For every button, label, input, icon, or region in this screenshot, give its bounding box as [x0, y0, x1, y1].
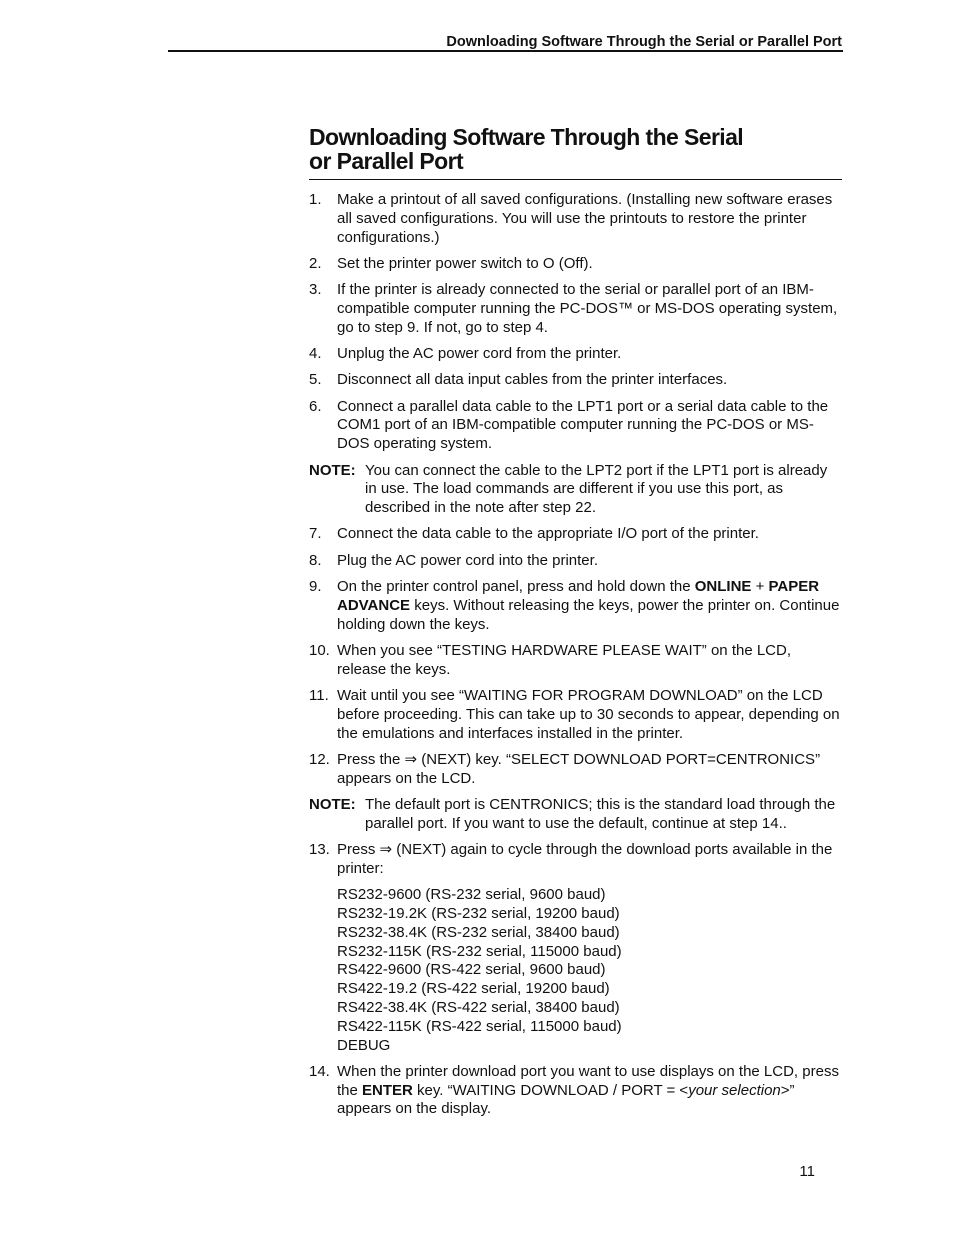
- note-lpt2: [309, 462, 843, 518]
- step-text-post: keys. Without releasing the keys, power the printer on. Continue holding down the keys.: [337, 596, 840, 633]
- step-8: [309, 552, 843, 571]
- step-13: [309, 841, 843, 879]
- port-option: DEBUG: [337, 1036, 391, 1054]
- step-number: 2.: [309, 254, 322, 272]
- running-header: Downloading Software Through the Serial or Parallel Port: [446, 34, 842, 50]
- section-title-line-2: or Parallel Port: [309, 148, 464, 174]
- header-rule: [168, 50, 843, 52]
- port-option: RS422-19.2 (RS-422 serial, 19200 baud): [337, 980, 610, 998]
- step-number: 3.: [309, 281, 322, 299]
- step-text: Wait until you see “WAITING FOR PROGRAM DOWNLOAD” on the LCD before proceeding. This can take up to 30 seconds to appear, depending on the emulations and interfaces installed in the printer.: [337, 687, 840, 742]
- step-text-mid: key. “WAITING DOWNLOAD / PORT = <: [412, 1081, 689, 1099]
- step-7: [309, 525, 843, 544]
- step-11: [309, 687, 843, 743]
- step-text: When you see “TESTING HARDWARE PLEASE WAIT” on the LCD, release the keys.: [337, 641, 792, 678]
- step-number: 11.: [309, 687, 329, 705]
- step-text: Disconnect all data input cables from the printer interfaces.: [337, 371, 728, 389]
- step-number: 8.: [309, 551, 322, 569]
- note-text: You can connect the cable to the LPT2 port if the LPT1 port is already in use. The load commands are different if you use this port, as described in the note after step 22.: [365, 461, 828, 517]
- step-text: Press ⇒ (NEXT) again to cycle through the download ports available in the printer:: [337, 841, 833, 877]
- step-text-plus: +: [751, 578, 769, 596]
- note-label: NOTE:: [309, 461, 356, 479]
- step-14: [309, 1063, 843, 1119]
- port-option: RS232-115K (RS-232 serial, 115000 baud): [337, 942, 622, 960]
- step-text: Unplug the AC power cord from the printer.: [337, 345, 622, 363]
- step-6: [309, 398, 843, 454]
- title-rule: [309, 179, 842, 180]
- step-number: 13.: [309, 841, 330, 859]
- step-text: Plug the AC power cord into the printer.: [337, 551, 598, 569]
- step-number: 4.: [309, 345, 322, 363]
- step-number: 6.: [309, 397, 322, 415]
- download-port-list: [309, 886, 843, 1055]
- step-4: [309, 345, 843, 364]
- key-paper-advance: PAPER ADVANCE: [337, 578, 820, 614]
- note-text: The default port is CENTRONICS; this is the standard load through the parallel port. If you want to use the default, continue at step 14..: [365, 796, 836, 832]
- port-option: RS422-38.4K (RS-422 serial, 38400 baud): [337, 998, 620, 1016]
- step-1: [309, 191, 843, 247]
- step-text: Connect the data cable to the appropriate I/O port of the printer.: [337, 525, 759, 543]
- step-text: Press the ⇒ (NEXT) key. “SELECT DOWNLOAD PORT=CENTRONICS” appears on the LCD.: [337, 750, 821, 787]
- note-default-port: [309, 796, 843, 834]
- step-10: [309, 642, 843, 680]
- port-option: RS232-9600 (RS-232 serial, 9600 baud): [337, 886, 606, 904]
- step-number: 1.: [309, 191, 322, 208]
- port-option: RS232-19.2K (RS-232 serial, 19200 baud): [337, 905, 620, 922]
- step-text-pre: When the printer download port you want to use displays on the LCD, press the: [337, 1062, 839, 1099]
- placeholder-your-selection: your selection: [688, 1081, 781, 1099]
- port-option: RS422-9600 (RS-422 serial, 9600 baud): [337, 961, 606, 979]
- note-label: NOTE:: [309, 796, 356, 814]
- step-12: [309, 751, 843, 789]
- step-text: If the printer is already connected to the serial or parallel port of an IBM-compatible computer running the PC-DOS™ or MS-DOS operating system, go to step 9. If not, go to step 4.: [337, 281, 838, 336]
- step-text: Set the printer power switch to O (Off).: [337, 254, 593, 272]
- step-3: [309, 281, 843, 337]
- section-title-line-1: Downloading Software Through the Serial: [309, 124, 744, 150]
- step-9: [309, 578, 843, 634]
- section-title: [309, 125, 842, 173]
- step-text-pre: On the printer control panel, press and hold down the: [337, 578, 695, 596]
- port-option: RS232-38.4K (RS-232 serial, 38400 baud): [337, 923, 620, 941]
- step-5: [309, 371, 843, 390]
- step-text: Make a printout of all saved configurations. (Installing new software erases all saved configurations. You will use the printouts to restore the printer configurations.): [337, 191, 833, 246]
- step-text-post: >” appears on the display.: [337, 1081, 795, 1118]
- step-number: 7.: [309, 525, 322, 543]
- step-number: 10.: [309, 641, 330, 659]
- port-option: RS422-115K (RS-422 serial, 115000 baud): [337, 1017, 622, 1035]
- step-number: 12.: [309, 750, 330, 768]
- step-number: 9.: [309, 578, 322, 596]
- step-number: 5.: [309, 371, 322, 389]
- page-number: 11: [799, 1163, 815, 1180]
- step-number: 14.: [309, 1062, 330, 1080]
- key-enter: ENTER: [362, 1081, 413, 1099]
- key-online: ONLINE: [694, 578, 752, 596]
- step-text: Connect a parallel data cable to the LPT1 port or a serial data cable to the COM1 port of an IBM-compatible computer running the PC-DOS or MS-DOS operating system.: [337, 397, 829, 453]
- step-2: [309, 255, 843, 274]
- procedure-body: [309, 191, 843, 1127]
